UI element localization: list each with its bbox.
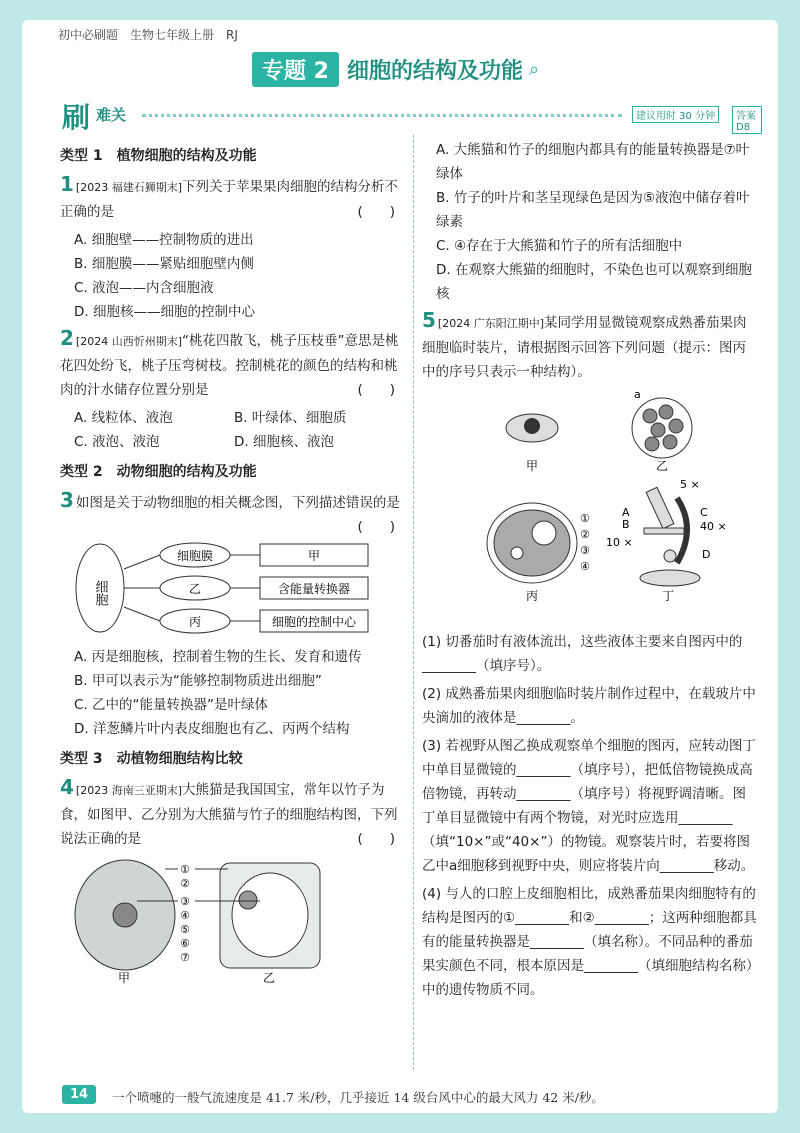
mic-C: C: [700, 506, 708, 519]
section-bar: [62, 98, 762, 134]
topic-title: 细胞的结构及功能: [346, 59, 523, 84]
label-5: ⑤: [180, 923, 190, 936]
svg-text:③: ③: [580, 544, 590, 557]
q5-part-2[interactable]: (2) 成熟番茄果肉细胞临时装片制作过程中，在载玻片中央滴加的液体是________。: [422, 686, 756, 726]
answer-paren[interactable]: ( ): [357, 519, 395, 535]
question-2: [60, 326, 405, 402]
label-7: ⑦: [180, 951, 190, 964]
left-column: [60, 138, 405, 993]
cell-diagrams: [60, 855, 390, 985]
question-stem: 下列关于苹果果肉细胞的结构分析不正确的是: [60, 179, 398, 220]
option[interactable]: B. 甲可以表示为“能够控制物质进出细胞”: [74, 673, 322, 689]
question-1: [60, 172, 405, 224]
option[interactable]: D. 细胞核——细胞的控制中心: [74, 304, 255, 320]
dotted-divider: [142, 114, 622, 117]
label-3: ③: [180, 895, 190, 908]
option[interactable]: A. 大熊猫和竹子的细胞内都具有的能量转换器是⑦叶绿体: [436, 142, 750, 182]
question-5: [422, 308, 757, 384]
option[interactable]: D. 在观察大熊猫的细胞时，不染色也可以观察到细胞核: [436, 262, 752, 302]
question-source: [2024 山西忻州期末]: [75, 335, 182, 348]
topic-number: 专题 2: [252, 52, 339, 87]
concept-left: 细胞膜: [176, 549, 214, 563]
option[interactable]: C. ④存在于大熊猫和竹子的所有活细胞中: [436, 238, 683, 254]
microscope-figures: [422, 388, 752, 620]
column-divider: [413, 135, 414, 1070]
type-heading-1: 类型 1 植物细胞的结构及功能: [60, 148, 257, 164]
answer-paren[interactable]: ( ): [357, 382, 395, 398]
mic-A: A: [622, 506, 630, 519]
concept-right: 细胞的控制中心: [271, 615, 357, 629]
page-number: 14: [62, 1085, 96, 1104]
option[interactable]: A. 线粒体、液泡: [74, 410, 173, 426]
label-a: a: [634, 388, 641, 401]
type-heading-3: 类型 3 动植物细胞结构比较: [60, 751, 243, 767]
topic-header: [252, 52, 539, 87]
question-number: 1: [60, 172, 74, 196]
concept-center: 细胞: [92, 580, 108, 606]
right-column: [422, 138, 757, 1006]
mic-five: 5 ×: [680, 478, 700, 491]
running-head: 初中必刷题 生物七年级上册 RJ: [58, 28, 238, 42]
concept-right: 甲: [307, 549, 321, 563]
answer-paren[interactable]: ( ): [357, 831, 395, 847]
option[interactable]: C. 液泡——内含细胞液: [74, 280, 214, 296]
option[interactable]: A. 丙是细胞核，控制着生物的生长、发育和遗传: [74, 649, 362, 665]
question-number: 3: [60, 488, 74, 512]
question-stem: 某同学用显微镜观察成熟番茄果肉细胞临时装片，请根据图示回答下列问题（提示：图丙中的序号只表示一种结构）。: [422, 315, 747, 380]
svg-text:②: ②: [580, 528, 590, 541]
question-3: [60, 488, 405, 535]
label-1: ①: [180, 863, 190, 876]
question-source: [2024 广东阳江期中]: [437, 317, 544, 330]
answer-paren[interactable]: ( ): [357, 204, 395, 220]
answer-badge: 答案 D8: [732, 106, 762, 134]
label-4: ④: [180, 909, 190, 922]
hand-knife-icon: [506, 414, 558, 442]
concept-right: 含能量转换器: [277, 582, 351, 596]
question-4: [60, 775, 405, 851]
footer-fact: 一个喷嚏的一般气流速度是 41.7 米/秒，几乎接近 14 级台风中心的最大风力 42 米/秒。: [112, 1090, 604, 1105]
time-badge: 建议用时 30 分钟: [632, 106, 719, 123]
mic-B: B: [622, 518, 630, 531]
footer: [62, 1085, 772, 1109]
option[interactable]: D. 洋葱鳞片叶内表皮细胞也有乙、丙两个结构: [74, 721, 350, 737]
mic-forty: 40 ×: [700, 520, 727, 533]
svg-text:④: ④: [580, 560, 590, 573]
option[interactable]: B. 叶绿体、细胞质: [234, 410, 347, 426]
caption-ding: 丁: [662, 589, 675, 603]
question-stem: 大熊猫是我国国宝，常年以竹子为食，如图甲、乙分别为大熊猫与竹子的细胞结构图，下列说法正确的是: [60, 782, 398, 847]
question-source: [2023 福建石狮期末]: [75, 181, 182, 194]
concept-map: [60, 539, 380, 637]
option[interactable]: C. 乙中的“能量转换器”是叶绿体: [74, 697, 268, 713]
option[interactable]: C. 液泡、液泡: [74, 434, 160, 450]
caption-yi: 乙: [656, 459, 669, 473]
option-row: [74, 430, 405, 454]
concept-left: 乙: [188, 582, 202, 596]
question-stem: 如图是关于动物细胞的相关概念图，下列描述错误的是: [75, 495, 400, 511]
question-number: 2: [60, 326, 74, 350]
option[interactable]: D. 细胞核、液泡: [234, 434, 334, 450]
option[interactable]: B. 竹子的叶片和茎呈现绿色是因为⑤液泡中储存着叶绿素: [436, 190, 750, 230]
label-6: ⑥: [180, 937, 190, 950]
caption-jia: 甲: [526, 459, 539, 473]
caption-jia: 甲: [118, 971, 131, 985]
magnifier-icon: ⌕: [528, 59, 540, 80]
option[interactable]: A. 细胞壁——控制物质的进出: [74, 232, 254, 248]
nanguan-label: 难关: [96, 106, 127, 124]
question-stem: “桃花四散飞，桃子压枝垂”意思是桃花四处纷飞，桃子压弯树枝。控制桃花的颜色的结构和桃肉的汁水储存位置分别是: [60, 333, 399, 398]
shua-label: 刷: [62, 101, 91, 134]
type-heading-2: 类型 2 动物细胞的结构及功能: [60, 464, 257, 480]
option[interactable]: B. 细胞膜——紧贴细胞壁内侧: [74, 256, 254, 272]
concept-left: 丙: [188, 615, 202, 629]
option-row: [74, 406, 405, 430]
q5-part-1[interactable]: (1) 切番茄时有液体流出，这些液体主要来自图丙中的________（填序号）。: [422, 634, 743, 674]
caption-yi: 乙: [263, 971, 276, 985]
question-source: [2023 海南三亚期末]: [75, 784, 182, 797]
q5-part-3[interactable]: (3) 若视野从图乙换成观察单个细胞的图丙，应转动图丁中单目显微镜的________（填序号），把低倍物镜换成高倍物镜，再转动________（填序号）将视野调清晰。图丁单目显微镜中有两个物镜，对光时应选用________（填“10×”或“40×”）的物镜。观察装片时，若要将图乙中a细胞移到视野中央，则应将装片向________移动。: [422, 738, 756, 874]
page: [22, 20, 778, 1113]
mic-ten: 10 ×: [606, 536, 633, 549]
q5-part-4[interactable]: (4) 与人的口腔上皮细胞相比，成熟番茄果肉细胞特有的结构是图丙的①________和②________；这两种细胞都具有的能量转换器是________（填名称）。不同品种的番茄果实颜色不同，根本原因是________（填细胞结构名称）中的遗传物质不同。: [422, 886, 757, 998]
question-number: 5: [422, 308, 436, 332]
question-number: 4: [60, 775, 74, 799]
caption-bing: 丙: [526, 589, 539, 603]
label-2: ②: [180, 877, 190, 890]
svg-text:①: ①: [580, 512, 590, 525]
mic-D: D: [702, 548, 711, 561]
